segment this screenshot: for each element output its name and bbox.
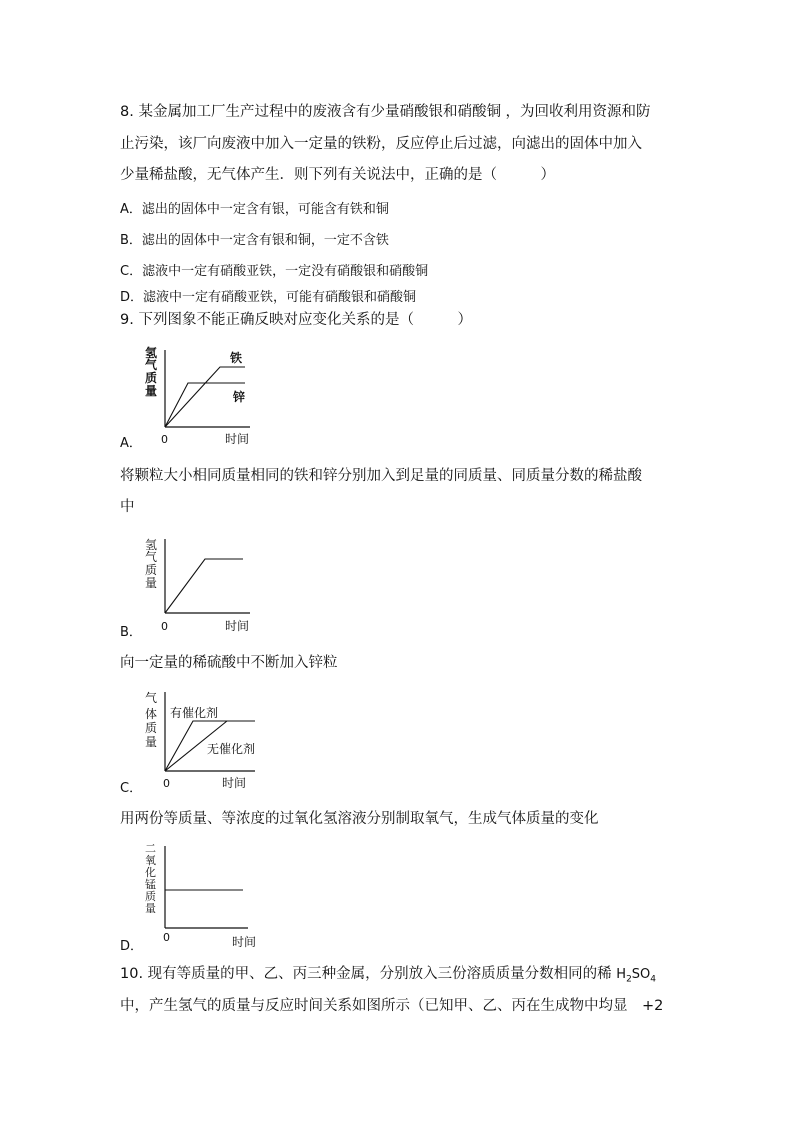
origin-label: 0 bbox=[163, 777, 170, 790]
q9-option-c-desc: 用两份等质量、等浓度的过氧化氢溶液分别制取氧气，生成气体质量的变化 bbox=[120, 811, 599, 827]
q9-stem: 9. 下列图象不能正确反映对应变化关系的是（ ） bbox=[120, 312, 472, 328]
q10-formula bbox=[616, 967, 657, 985]
formula-h: H bbox=[616, 967, 627, 982]
q9-option-c-label: C． bbox=[120, 781, 143, 796]
x-axis-label: 时间 bbox=[225, 619, 250, 633]
q9-chart-d bbox=[115, 842, 265, 950]
ylabel-char: 量 bbox=[145, 576, 158, 590]
formula-sub-2: 2 bbox=[626, 974, 632, 985]
q8-option-b: B．滤出的固体中一定含有银和铜，一定不含铁 bbox=[120, 233, 389, 248]
series-label-catalyst: 有催化剂 bbox=[170, 706, 219, 720]
q10-stem-line1-text: 10. 现有等质量的甲、乙、丙三种金属，分别放入三份溶质质量分数相同的稀 bbox=[120, 966, 617, 982]
ylabel-char: 气 bbox=[145, 550, 158, 564]
series-label-iron: 铁 bbox=[230, 351, 243, 365]
q8-option-c: C．滤液中一定有硝酸亚铁，一定没有硝酸银和硝酸铜 bbox=[120, 264, 429, 279]
series-label-zinc: 锌 bbox=[233, 390, 246, 404]
q10-stem-line2: 中，产生氢气的质量与反应时间关系如图所示（已知甲、乙、丙在生成物中均显 +2 bbox=[120, 998, 664, 1014]
ylabel-char: 量 bbox=[145, 902, 156, 915]
x-axis-label: 时间 bbox=[232, 935, 257, 949]
q9-option-d-label: D． bbox=[120, 939, 144, 954]
origin-label: 0 bbox=[161, 433, 168, 446]
ylabel-char: 质 bbox=[145, 563, 158, 577]
origin-label: 0 bbox=[163, 931, 170, 944]
ylabel-char: 二 bbox=[145, 842, 156, 855]
q9-chart-a-ylabel bbox=[145, 345, 158, 398]
ylabel-char: 气 bbox=[145, 691, 158, 705]
q8-option-d: D．滤液中一定有硝酸亚铁，可能有硝酸银和硝酸铜 bbox=[120, 290, 417, 305]
ylabel-char: 化 bbox=[145, 866, 156, 879]
ylabel-char: 质 bbox=[145, 371, 158, 385]
q9-option-a-desc-line2: 中 bbox=[120, 499, 135, 515]
q10-stem-line1 bbox=[120, 965, 656, 989]
q9-chart-b-ylabel bbox=[145, 538, 157, 590]
x-axis-label: 时间 bbox=[222, 776, 247, 790]
ylabel-char: 氢 bbox=[145, 346, 158, 360]
ylabel-char: 量 bbox=[145, 384, 158, 398]
q9-option-b-desc: 向一定量的稀硫酸中不断加入锌粒 bbox=[120, 655, 338, 671]
ylabel-char: 氢 bbox=[145, 538, 158, 552]
q9-chart-d-ylabel bbox=[145, 842, 156, 915]
q8-option-a: A．滤出的固体中一定含有银，可能含有铁和铜 bbox=[120, 202, 389, 217]
series-label-no-catalyst: 无催化剂 bbox=[207, 742, 256, 756]
q9-option-a-label: A． bbox=[120, 436, 142, 451]
q8-stem-line2: 止污染，该厂向废液中加入一定量的铁粉，反应停止后过滤，向滤出的固体中加入 bbox=[120, 136, 642, 152]
q8-stem-line1: 8. 某金属加工厂生产过程中的废液含有少量硝酸银和硝酸铜 ，为回收利用资源和防 bbox=[120, 104, 651, 120]
q9-option-b-label: B． bbox=[120, 625, 142, 640]
ylabel-char: 气 bbox=[145, 358, 158, 372]
q8-stem-line3: 少量稀盐酸，无气体产生．则下列有关说法中，正确的是（ ） bbox=[120, 167, 555, 183]
x-axis-label: 时间 bbox=[225, 432, 250, 446]
ylabel-char: 氧 bbox=[145, 854, 156, 867]
ylabel-char: 质 bbox=[145, 721, 158, 735]
ylabel-char: 质 bbox=[145, 890, 156, 903]
ylabel-char: 量 bbox=[145, 735, 158, 749]
ylabel-char: 体 bbox=[145, 707, 158, 721]
series-line bbox=[165, 559, 243, 613]
formula-so: SO bbox=[631, 967, 651, 982]
origin-label: 0 bbox=[161, 620, 168, 633]
formula-sub-4: 4 bbox=[650, 974, 657, 985]
ylabel-char: 锰 bbox=[145, 878, 156, 891]
q9-option-a-desc-line1: 将颗粒大小相同质量相同的铁和锌分别加入到足量的同质量、同质量分数的稀盐酸 bbox=[120, 468, 642, 484]
q9-chart-c-ylabel bbox=[145, 690, 157, 749]
